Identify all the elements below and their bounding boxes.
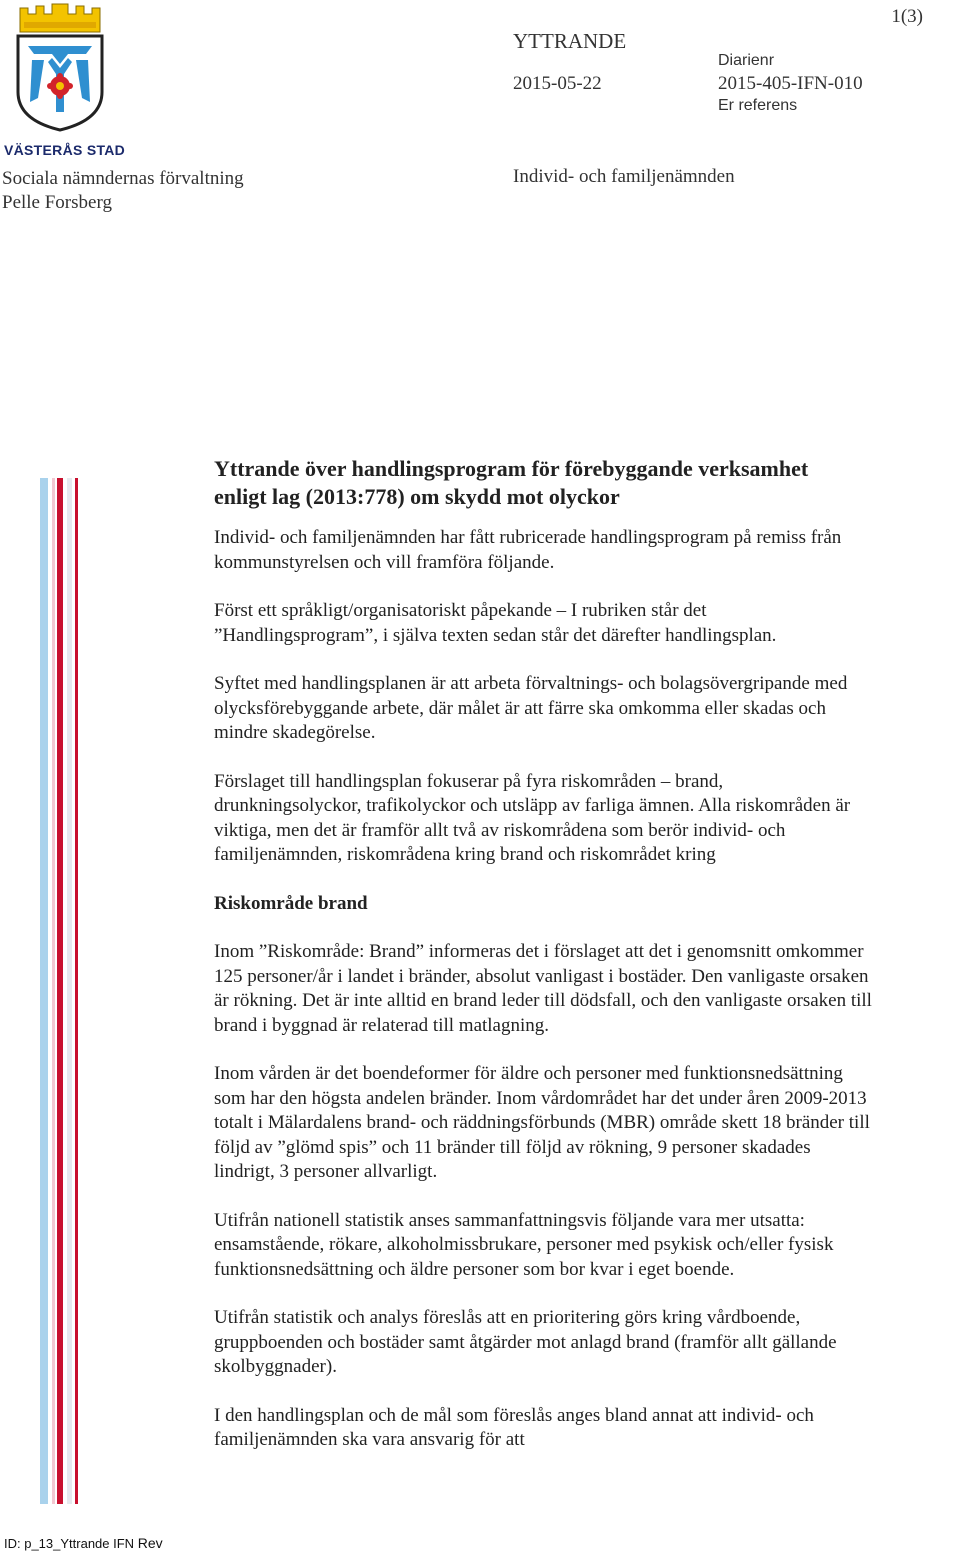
department-name: Sociala nämndernas förvaltning <box>2 168 244 189</box>
paragraph <box>214 1306 960 1380</box>
decorative-stripe <box>52 478 55 1504</box>
city-name: VÄSTERÅS STAD <box>4 142 126 158</box>
text-line: Inom ”Riskområde: Brand” informeras det i förslaget att det i genomsnitt omkommer <box>214 941 864 962</box>
text-line: gruppboenden och bostäder samt åtgärder mot anlagd brand (framför allt gällande <box>214 1331 837 1353</box>
decorative-stripe <box>75 478 78 1504</box>
text-line: drunkningsolyckor, trafikolyckor och utsläpp av farliga ämnen. Alla riskområden är <box>214 795 851 816</box>
document-id: ID: p_13_Yttrande IFN <box>4 1536 135 1551</box>
decorative-stripe <box>57 478 63 1504</box>
revision-label: Rev <box>137 1535 163 1551</box>
paragraph <box>214 1209 960 1283</box>
paragraph <box>214 1062 960 1185</box>
text-line: funktionsnedsättning och äldre personer som bor kvar i eget boende. <box>214 1258 735 1280</box>
paragraph <box>214 940 960 1038</box>
recipient: Individ- och familjenämnden <box>513 166 735 187</box>
title-line: enligt lag (2013:778) om skydd mot olyckor <box>214 484 620 509</box>
text-line: Utifrån nationell statistik anses sammanfattningsvis följande vara mer utsatta: <box>214 1209 805 1231</box>
text-line: Individ- och familjenämnden har fått rubricerade handlingsprogram på remiss från <box>214 527 842 548</box>
text-line: brand i byggnad är relaterad till matlagning. <box>214 1014 550 1036</box>
document-title <box>214 455 960 511</box>
text-line: olycksförebyggande arbete, där målet är att färre ska omkomma eller skadas och <box>214 697 826 719</box>
page-number: 1(3) <box>891 6 923 27</box>
author-name: Pelle Forsberg <box>2 192 112 213</box>
text-line: Först ett språkligt/organisatoriskt påpekande – I rubriken står det <box>214 600 707 621</box>
text-line: Utifrån statistik och analys föreslås att en prioritering görs kring vårdboende, <box>214 1307 801 1328</box>
text-line: 125 personer/år i landet i bränder, absolut vanligast i bostäder. Den vanligaste orsaken <box>214 965 869 987</box>
vasteras-coat-of-arms-logo <box>14 2 106 134</box>
document-body <box>214 455 960 1477</box>
section-heading: Riskområde brand <box>214 892 368 914</box>
title-line: Yttrande över handlingsprogram för förebyggande verksamhet <box>214 456 809 481</box>
paragraph <box>214 770 960 868</box>
text-line: skolbyggnader). <box>214 1356 337 1377</box>
text-line: som har den högsta andelen bränder. Inom vårdområdet har det under åren 2009-2013 <box>214 1087 867 1109</box>
text-line: Inom vården är det boendeformer för äldre och personer med funktionsnedsättning <box>214 1063 843 1084</box>
decorative-stripe <box>67 478 72 1504</box>
paragraph <box>214 1404 960 1453</box>
text-line: kommunstyrelsen och vill framföra följande. <box>214 551 555 573</box>
paragraph <box>214 599 960 648</box>
text-line: ensamstående, rökare, alkoholmissbrukare, personer med psykisk och/eller fysisk <box>214 1234 834 1255</box>
reference-label: Er referens <box>718 97 798 114</box>
text-line: I den handlingsplan och de mål som föreslås anges bland annat att individ- och <box>214 1404 814 1426</box>
text-line: familjenämnden, riskområdena kring brand och riskområdet kring <box>214 844 716 865</box>
text-line: mindre skadegörelse. <box>214 722 376 743</box>
diarienr-label: Diarienr <box>718 52 775 69</box>
text-line: viktiga, men det är framför allt två av riskområdena som berör individ- och <box>214 819 786 841</box>
document-type: YTTRANDE <box>513 29 627 53</box>
text-line: Syftet med handlingsplanen är att arbeta förvaltnings- och bolagsövergripande med <box>214 673 848 694</box>
department-block <box>2 167 244 215</box>
document-date: 2015-05-22 <box>513 73 602 94</box>
diarienr-value: 2015-405-IFN-010 <box>718 73 863 94</box>
footer <box>4 1535 163 1551</box>
paragraph <box>214 672 960 746</box>
decorative-stripe <box>40 478 48 1504</box>
text-line: är rökning. Det är inte alltid en brand leder till dödsfall, och den vanligaste orsaken till <box>214 990 872 1011</box>
text-line: följd av ”glömd spis” och 11 bränder till följd av rökning, 9 personer skadades <box>214 1136 811 1158</box>
paragraph <box>214 526 960 575</box>
text-line: lindrigt, 3 personer allvarligt. <box>214 1161 438 1182</box>
text-line: Förslaget till handlingsplan fokuserar på fyra riskområden – brand, <box>214 770 724 792</box>
text-line: familjenämnden ska vara ansvarig för att <box>214 1429 525 1450</box>
text-line: ”Handlingsprogram”, i själva texten sedan står det därefter handlingsplan. <box>214 624 777 646</box>
text-line: totalt i Mälardalens brand- och räddningsförbunds (MBR) område skett 18 bränder till <box>214 1112 870 1133</box>
